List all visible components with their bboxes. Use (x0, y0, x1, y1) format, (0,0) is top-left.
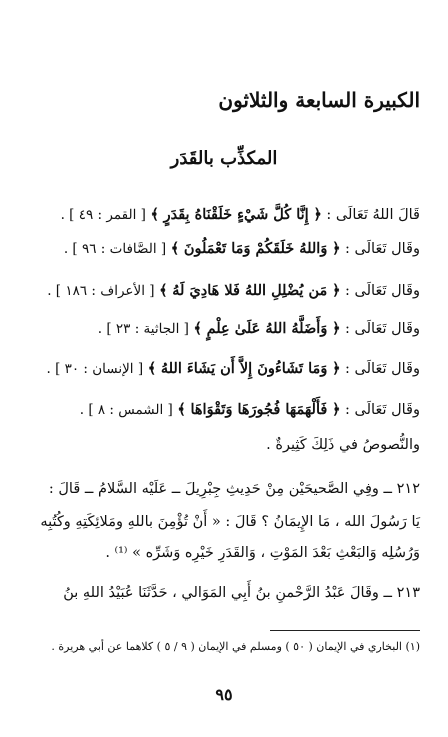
footnote: (١) البخاري في الإيمان ( ٥٠ ) ومسلم في الإيمان ( ٩ / ٥ ) كلاهما عن أبي هريرة . (51, 640, 420, 653)
verse-close-bracket: ﴾ (170, 240, 180, 257)
verse-intro: وقَال تَعَالَى : (345, 321, 420, 337)
verse-line-1 (61, 204, 420, 226)
verse-text: وَأَضَلَّهُ اللهُ عَلَىٰ عِلْمٍ (206, 320, 328, 337)
verse-open-bracket: ﴿ (331, 320, 341, 337)
verse-close-bracket: ﴾ (147, 360, 157, 377)
verse-close-bracket: ﴾ (193, 320, 202, 337)
verse-close-bracket: ﴾ (150, 206, 159, 223)
verse-reference: [ الجاثية : ٢٣ ] . (97, 321, 189, 337)
chapter-title: الكبيرة السابعة والثلاثون (218, 88, 420, 112)
verse-line-2 (64, 238, 420, 260)
verse-open-bracket: ﴿ (331, 360, 341, 377)
hadith-212-line-1: ٢١٢ ــ وفِي الصَّحيحَيْن مِنْ حَدِيثِ جِبْرِيلَ ــ عَلَيْه السَّلامُ ــ قَالَ : (48, 481, 420, 497)
page-number: ٩٥ (215, 685, 233, 704)
verse-text: إِنَّا كُلَّ شَيْءٍ خَلَقْنَاهُ بِقَدَرٍ (163, 206, 309, 223)
verse-intro: قَالَ اللهُ تَعَالَى : (326, 207, 420, 223)
hadith-212-line-3: وَرُسُلِه وَالبَعْثِ بَعْدَ المَوْتِ ، وَالقَدَرِ خَيْرِه وَشَرِّه » ⁽¹⁾ . (105, 545, 420, 561)
verse-reference: [ الصَّافات : ٩٦ ] . (63, 241, 167, 257)
verse-reference: [ الأعراف : ١٨٦ ] . (47, 283, 155, 299)
verse-reference: [ الشمس : ٨ ] . (79, 402, 173, 418)
verse-intro: وقَال تَعَالَى : (345, 361, 420, 377)
verse-open-bracket: ﴿ (331, 282, 341, 299)
verse-intro: وقَال تَعَالَى : (345, 241, 420, 257)
hadith-213-line-1: ٢١٣ ــ وقَالَ عَبْدُ الرَّحْمنِ بنُ أَبِي المَوَالي ، حَدَّثَنَا عُبَيْدُ اللهِ بنُ (63, 585, 420, 601)
verse-text: مَن يُضْلِلِ اللهُ فَلا هَادِيَ لَهُ (172, 282, 328, 299)
verse-open-bracket: ﴿ (331, 401, 341, 418)
verse-text: فَأَلْهَمَهَا فُجُورَهَا وَتَقْوَاهَا (190, 401, 328, 418)
verse-line-4 (98, 318, 420, 340)
verse-text: وَاللهُ خَلَقَكُمْ وَمَا تَعْمَلُونَ (183, 240, 328, 257)
verse-close-bracket: ﴾ (177, 401, 186, 418)
verse-line-5 (46, 358, 420, 380)
verse-reference: [ الإنسان : ٣٠ ] . (46, 361, 144, 377)
verse-open-bracket: ﴿ (313, 206, 322, 223)
verse-intro: وقَال تَعَالَى : (345, 283, 420, 299)
nusus-line: والنُّصوصُ في ذَلِكَ كَثِيرةٌ . (266, 437, 420, 453)
verse-reference: [ القمر : ٤٩ ] . (60, 207, 146, 223)
verse-open-bracket: ﴿ (331, 240, 341, 257)
verse-line-3 (47, 280, 420, 302)
verse-line-6 (80, 399, 420, 421)
verse-intro: وقَال تَعَالَى : (345, 402, 420, 418)
hadith-212-line-2: يَا رَسُولَ الله ، مَا الإِيمَانُ ؟ قَالَ : « أَنْ تُؤْمِنَ باللهِ ومَلائِكَتِهِ وكُتُبِه (40, 514, 420, 530)
verse-close-bracket: ﴾ (159, 282, 168, 299)
section-title: المكذِّب بالقَدَر (170, 148, 278, 169)
verse-text: وَمَا تَشَاءُونَ إِلاَّ أَن يَشَاءَ اللهُ (160, 360, 328, 377)
footnote-divider (270, 630, 420, 631)
